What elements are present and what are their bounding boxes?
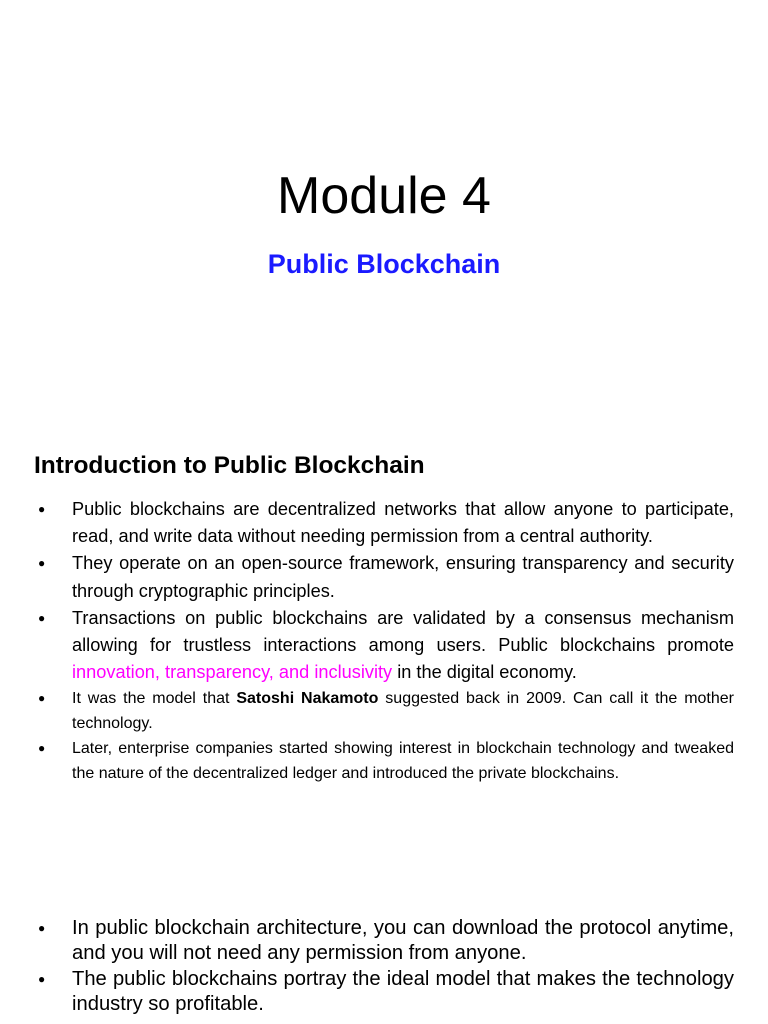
bullet-item xyxy=(0,967,768,1018)
bullet-item xyxy=(0,496,768,550)
bullet-item xyxy=(0,686,768,736)
bullet-dot-icon: ● xyxy=(38,502,46,516)
bullet-text: in the digital economy. xyxy=(392,662,577,683)
bullet-text: They operate on an open-source framework, ensuring transparency and security through cryptographic principles. xyxy=(72,553,734,601)
bullet-dot-icon: ● xyxy=(38,741,46,756)
bullet-dot-icon: ● xyxy=(38,610,46,625)
bold-name: Satoshi Nakamoto xyxy=(236,690,379,708)
bullet-dot-icon: ● xyxy=(38,971,46,986)
bullet-dot-icon: ● xyxy=(38,556,46,571)
bullet-item xyxy=(0,550,768,604)
bullet-item xyxy=(0,736,768,786)
bullet-text: The public blockchains portray the ideal model that makes the technology industry so profitable. xyxy=(72,967,734,1016)
module-title: Module 4 xyxy=(277,167,491,225)
bullet-item xyxy=(0,605,768,687)
bullet-text: It was the model that xyxy=(72,690,237,708)
section-heading: Introduction to Public Blockchain xyxy=(34,452,425,479)
bullet-text: Public blockchains are decentralized networks that allow anyone to participate, read, and write data without needing permission from a central authority. xyxy=(72,499,734,547)
bullet-item xyxy=(0,916,768,967)
bullet-text: In public blockchain architecture, you can download the protocol anytime, and you will not need any permission from anyone. xyxy=(72,917,734,965)
highlighted-text: innovation, transparency, and inclusivity xyxy=(72,662,393,683)
bullet-text: suggested back in 2009. Can call it the mother technology. xyxy=(72,690,734,733)
bullet-dot-icon: ● xyxy=(38,691,46,706)
bullet-text: Later, enterprise companies started showing interest in blockchain technology and tweaked the nature of the decentralized ledger and introduced the private blockchains. xyxy=(72,740,734,783)
bullet-text: Transactions on public blockchains are validated by a consensus mechanism allowing for trustless interactions among users. Public blockchains promote xyxy=(72,607,734,656)
intro-bullet-list xyxy=(0,496,768,786)
module-subtitle: Public Blockchain xyxy=(267,249,501,279)
architecture-bullet-list xyxy=(0,916,768,1018)
bullet-dot-icon: ● xyxy=(38,921,46,935)
